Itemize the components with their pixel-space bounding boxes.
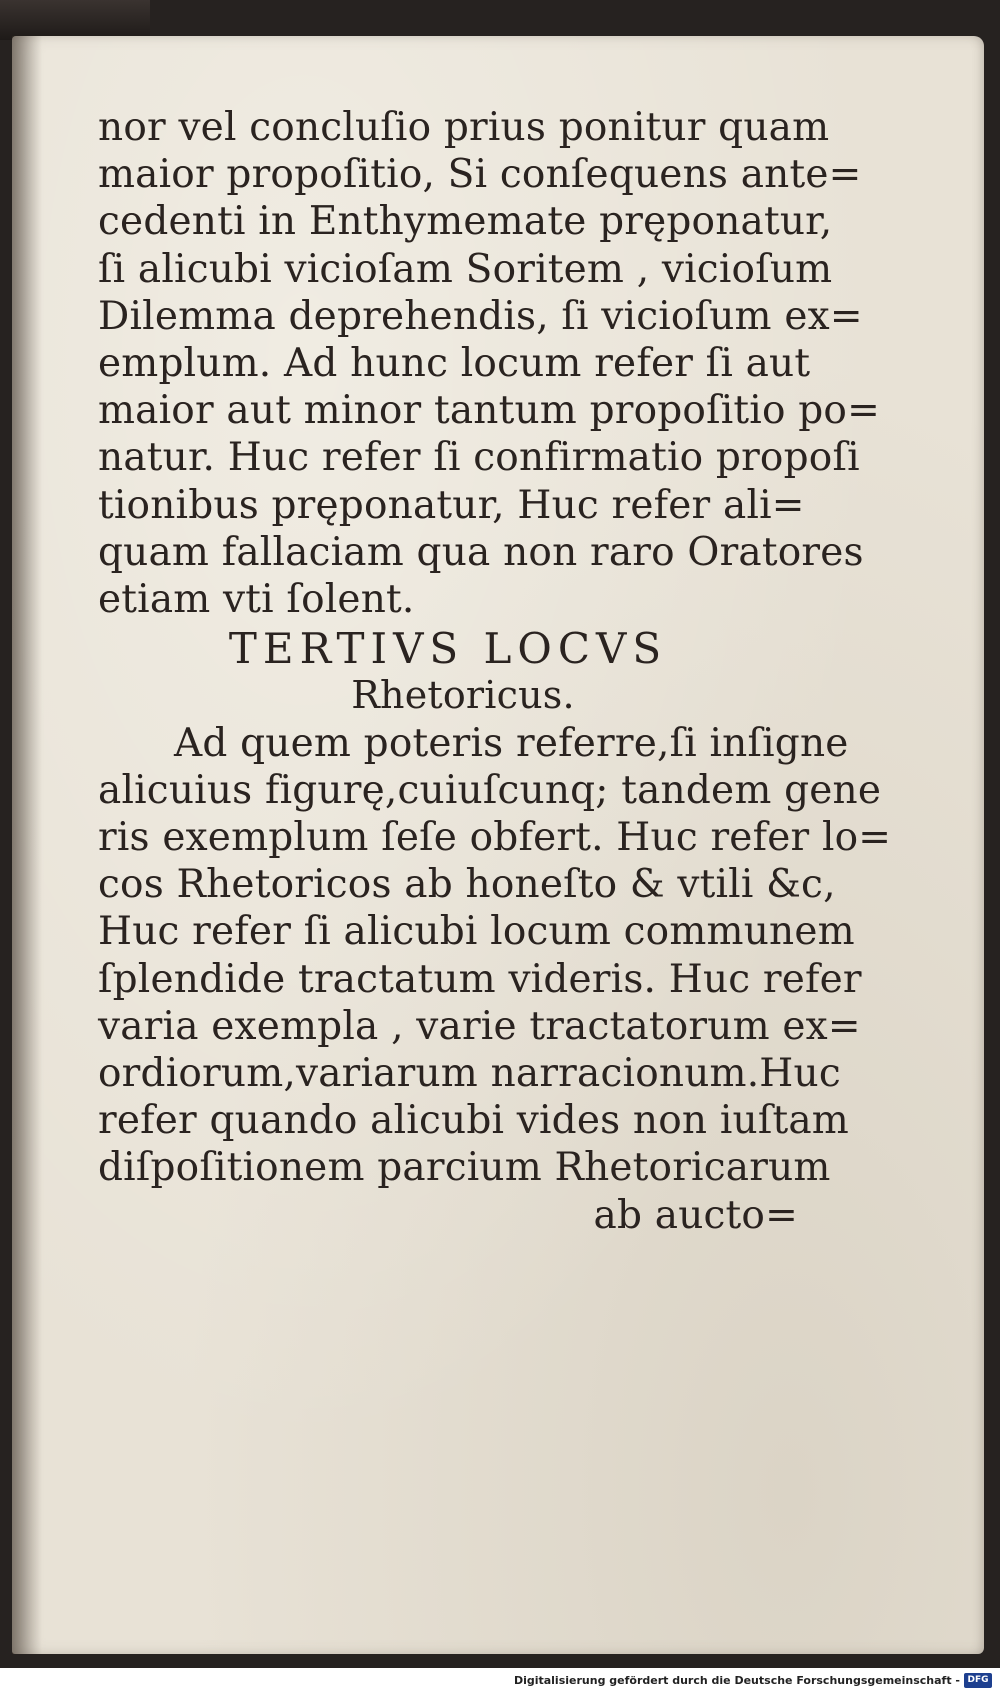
text-line: cedenti in Enthymemate pręponatur, xyxy=(98,199,833,245)
text-line: cos Rhetoricos ab honeſto & vtili &c, xyxy=(98,862,836,908)
footer-credit: Digitalisierung gefördert durch die Deutsche Forschungsgemeinschaft - xyxy=(513,1674,960,1687)
text-line: ris exemplum ſeſe obfert. Huc refer lo= xyxy=(98,815,892,861)
text-line: Huc refer ſi alicubi locum communem xyxy=(98,909,855,955)
text-line: refer quando alicubi vides non iuſtam xyxy=(98,1098,849,1144)
text-line: varia exempla , varie tractatorum ex= xyxy=(98,1003,861,1049)
section-subheading: Rhetoricus. xyxy=(351,673,575,718)
text-line: nor vel concluſio prius ponitur quam xyxy=(98,105,830,150)
text-line: quam fallaciam qua non raro Oratores xyxy=(98,529,864,575)
text-line: Dilemma deprehendis, ſi vicioſum ex= xyxy=(98,293,863,339)
footer-bar xyxy=(0,1668,1000,1695)
dfg-logo-icon: DFG xyxy=(964,1673,992,1688)
text-line: maior propoſitio, Si conſequens ante= xyxy=(98,152,862,198)
page-text xyxy=(98,104,892,1239)
text-line: Ad quem poteris referre,ſi inſigne xyxy=(174,720,849,766)
catchword: ab aucto= xyxy=(593,1192,798,1238)
text-line: diſpoſitionem parcium Rhetoricarum xyxy=(98,1145,831,1191)
text-line: tionibus pręponatur, Huc refer ali= xyxy=(98,482,805,528)
gutter-shadow xyxy=(12,36,42,1654)
text-line: natur. Huc refer ſi confirmatio propoſi xyxy=(98,435,860,481)
section-heading: TERTIVS LOCVS xyxy=(228,624,668,674)
text-line: maior aut minor tantum propoſitio po= xyxy=(98,388,880,434)
binding-edge xyxy=(0,0,150,40)
text-line: ſi alicubi vicioſam Soritem , vicioſum xyxy=(98,246,833,292)
text-line: ordiorum,variarum narracionum.Huc xyxy=(98,1051,841,1097)
text-line: alicuius figurę,cuiuſcunq; tandem gene xyxy=(98,767,882,813)
text-line: emplum. Ad hunc locum refer ſi aut xyxy=(98,341,811,387)
text-line: ſplendide tractatum videris. Huc refer xyxy=(98,956,862,1002)
text-line: etiam vti ſolent. xyxy=(98,577,415,623)
